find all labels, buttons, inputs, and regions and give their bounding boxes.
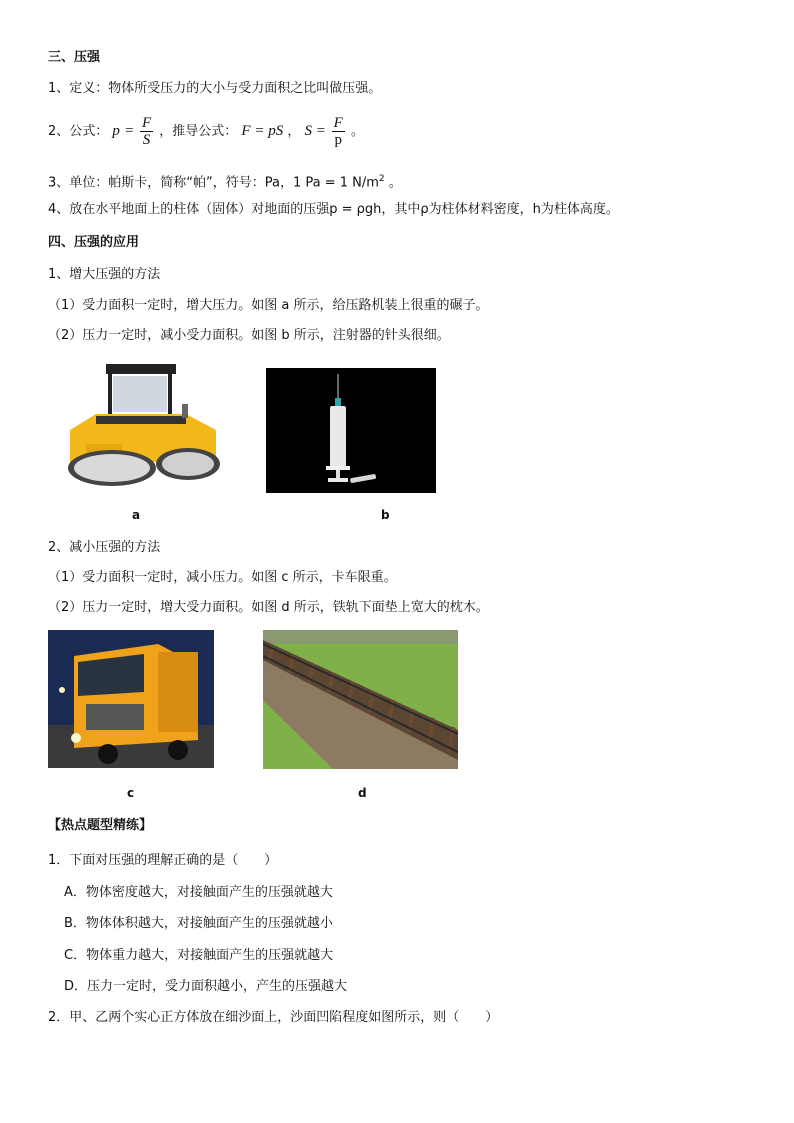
unit-superscript: 2	[378, 174, 385, 184]
caption-c: c	[127, 786, 135, 800]
question-1-option-b: B．物体体积越大，对接触面产生的压强就越小	[64, 916, 333, 931]
increase-title: 1、增大压强的方法	[48, 267, 161, 282]
formula-line	[48, 112, 364, 151]
unit-line	[48, 170, 402, 192]
question-1-option-c: C．物体重力越大，对接触面产生的压强就越大	[64, 948, 334, 963]
question-1-option-d: D．压力一定时，受力面积越小，产生的压强越大	[64, 979, 348, 994]
caption-b: b	[381, 508, 390, 522]
fraction-f-over-p	[332, 115, 345, 148]
decrease-title: 2、减小压强的方法	[48, 540, 161, 555]
increase-method-2: （2）压力一定时，减小受力面积。如图 b 所示，注射器的针头很细。	[48, 328, 450, 343]
unit-text: 3、单位：帕斯卡，简称“帕”，符号：Pa，1 Pa = 1 N/m	[48, 175, 379, 191]
syringe-image	[266, 368, 436, 493]
fraction-f-over-s	[140, 115, 153, 148]
truck-image	[48, 630, 214, 768]
question-2: 2．甲、乙两个实心正方体放在细沙面上，沙面凹陷程度如图所示，则（ ）	[48, 1010, 499, 1025]
formula-eq: =	[124, 123, 138, 139]
road-roller-image	[56, 358, 226, 491]
fraction-numerator: F	[141, 115, 152, 131]
decrease-method-2: （2）压力一定时，增大受力面积。如图 d 所示，铁轨下面垫上宽大的枕木。	[48, 600, 489, 615]
decrease-method-1: （1）受力面积一定时，减小压力。如图 c 所示，卡车限重。	[48, 570, 397, 585]
formula-prefix: 2、公式：	[48, 124, 109, 139]
formula-period: 。	[350, 124, 364, 139]
fraction-numerator-2: F	[333, 115, 343, 131]
derive-formula-1: F = pS	[241, 123, 284, 139]
unit-end: 。	[384, 175, 402, 191]
fraction-denominator: S	[142, 132, 151, 148]
section3-title: 三、压强	[48, 50, 101, 65]
definition-text: 1、定义：物体所受压力的大小与受力面积之比叫做压强。	[48, 81, 382, 96]
column-pressure-text: 4、放在水平地面上的柱体（固体）对地面的压强p = ρgh，其中ρ为柱体材料密度，h为柱体高度。	[48, 202, 619, 217]
formula-p: p	[112, 123, 120, 139]
derive-separator: ，	[287, 124, 301, 139]
increase-method-1: （1）受力面积一定时，增大压力。如图 a 所示，给压路机装上很重的碾子。	[48, 298, 489, 313]
railway-image	[263, 630, 458, 769]
derive-label: ，推导公式：	[159, 124, 238, 139]
derive-s-eq: S =	[304, 123, 330, 139]
caption-d: d	[358, 786, 367, 800]
question-1-option-a: A．物体密度越大，对接触面产生的压强就越大	[64, 885, 333, 900]
caption-a: a	[132, 508, 141, 522]
practice-title: 【热点题型精练】	[48, 818, 153, 833]
question-1: 1．下面对压强的理解正确的是（ ）	[48, 853, 278, 868]
fraction-denominator-2: p	[334, 132, 342, 148]
section4-title: 四、压强的应用	[48, 235, 140, 250]
